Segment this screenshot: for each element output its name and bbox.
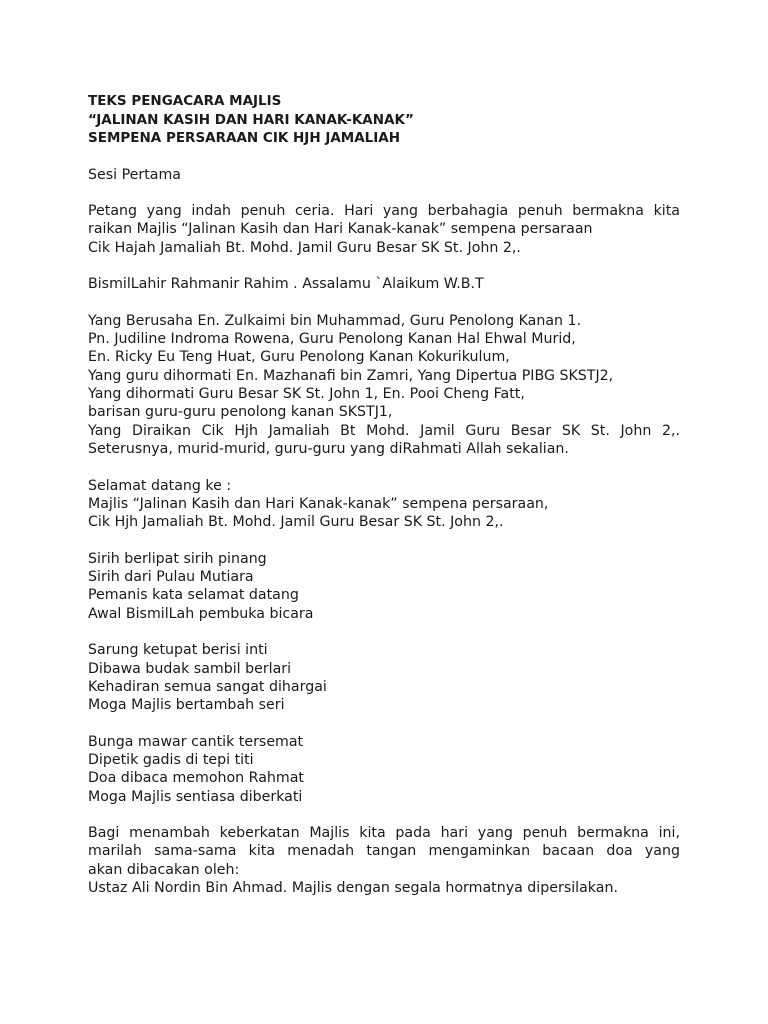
honorific-line: Yang guru dihormati En. Mazhanafi bin Zamri, Yang Dipertua PIBG SKSTJ2,: [88, 367, 614, 384]
intro-line: Petang yang indah penuh ceria. Hari yang berbahagia penuh bermakna kita: [88, 203, 680, 220]
closing-line: Bagi menambah keberkatan Majlis kita pada hari yang penuh bermakna ini,: [88, 825, 680, 842]
welcome-line: Majlis “Jalinan Kasih dan Hari Kanak-kanak” sempena persaraan,: [88, 495, 549, 512]
pantun-line: Moga Majlis bertambah seri: [88, 697, 285, 714]
intro-paragraph: [88, 202, 680, 257]
closing-line: Ustaz Ali Nordin Bin Ahmad. Majlis dengan segala hormatnya dipersilakan.: [88, 880, 618, 897]
honorific-line: Pn. Judiline Indroma Rowena, Guru Penolong Kanan Hal Ehwal Murid,: [88, 331, 576, 348]
pantun-line: Sirih berlipat sirih pinang: [88, 550, 267, 567]
honorifics-paragraph: [88, 312, 680, 458]
welcome-line: Cik Hjh Jamaliah Bt. Mohd. Jamil Guru Besar SK St. John 2,.: [88, 514, 504, 531]
pantun-stanza-1: [88, 550, 680, 623]
pantun-line: Awal BismilLah pembuka bicara: [88, 605, 314, 622]
pantun-line: Sarung ketupat berisi inti: [88, 642, 268, 659]
pantun-line: Pemanis kata selamat datang: [88, 587, 299, 604]
title-line-3: SEMPENA PERSARAAN CIK HJH JAMALIAH: [88, 130, 401, 146]
title-line-2: “JALINAN KASIH DAN HARI KANAK-KANAK”: [88, 111, 414, 128]
pantun-line: Doa dibaca memohon Rahmat: [88, 770, 304, 787]
intro-line: Cik Hajah Jamaliah Bt. Mohd. Jamil Guru Besar SK St. John 2,.: [88, 239, 521, 256]
honorific-line: Yang Diraikan Cik Hjh Jamaliah Bt Mohd. Jamil Guru Besar SK St. John 2,.: [88, 422, 680, 439]
pantun-stanza-2: [88, 641, 680, 714]
pantun-line: Kehadiran semua sangat dihargai: [88, 678, 327, 695]
honorific-line: En. Ricky Eu Teng Huat, Guru Penolong Kanan Kokurikulum,: [88, 349, 510, 366]
pantun-line: Sirih dari Pulau Mutiara: [88, 569, 254, 586]
pantun-line: Dibawa budak sambil berlari: [88, 660, 292, 677]
closing-line: marilah sama-sama kita menadah tangan mengaminkan bacaan doa yang: [88, 843, 680, 860]
honorific-line: Yang Berusaha En. Zulkaimi bin Muhammad, Guru Penolong Kanan 1.: [88, 312, 582, 329]
welcome-line: Selamat datang ke :: [88, 477, 232, 494]
pantun-line: Moga Majlis sentiasa diberkati: [88, 788, 303, 805]
pantun-stanza-3: [88, 733, 680, 806]
pantun-line: Dipetik gadis di tepi titi: [88, 752, 254, 768]
closing-paragraph: [88, 824, 680, 897]
document-body: [88, 92, 680, 897]
document-title: [88, 92, 680, 148]
honorific-line: Yang dihormati Guru Besar SK St. John 1, En. Pooi Cheng Fatt,: [88, 386, 525, 403]
title-line-1: TEKS PENGACARA MAJLIS: [88, 93, 282, 109]
session-heading: Sesi Pertama: [88, 166, 181, 183]
welcome-paragraph: [88, 477, 680, 532]
honorific-line: Seterusnya, murid-murid, guru-guru yang diRahmati Allah sekalian.: [88, 440, 569, 457]
honorific-line: barisan guru-guru penolong kanan SKSTJ1,: [88, 404, 393, 421]
closing-line: akan dibacakan oleh:: [88, 861, 240, 878]
pantun-line: Bunga mawar cantik tersemat: [88, 733, 304, 750]
greeting-line: BismilLahir Rahmanir Rahim . Assalamu `Alaikum W.B.T: [88, 276, 484, 293]
intro-line: raikan Majlis “Jalinan Kasih dan Hari Kanak-kanak” sempena persaraan: [88, 221, 593, 238]
